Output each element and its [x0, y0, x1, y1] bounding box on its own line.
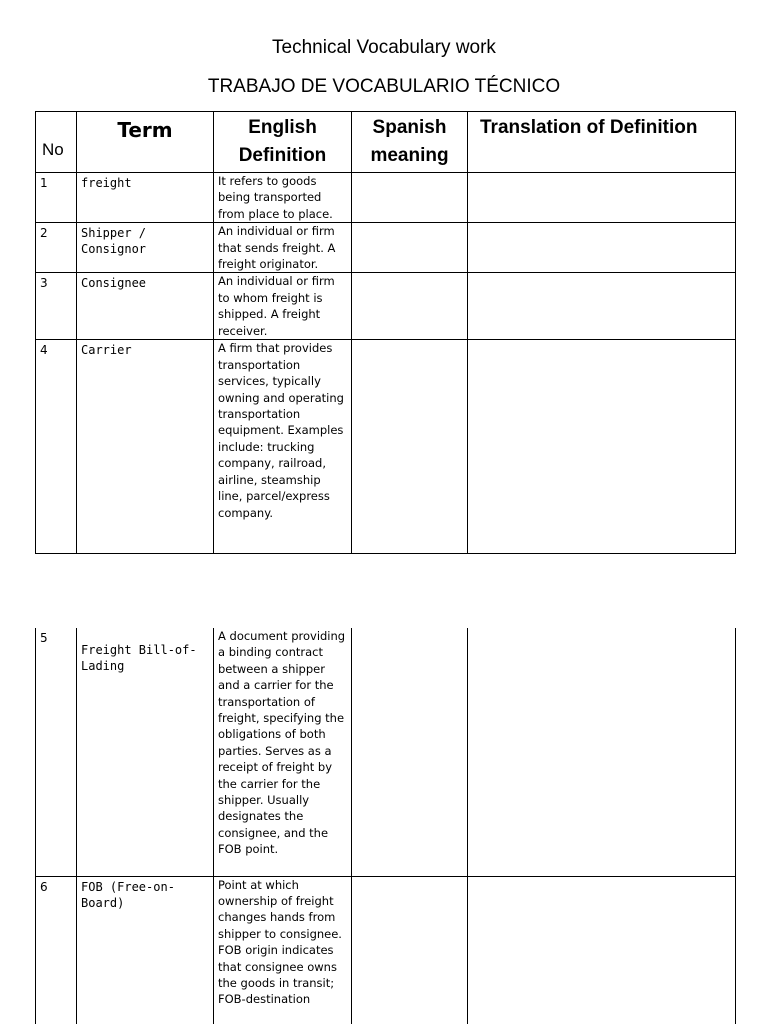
row-spanish-cell[interactable]	[352, 273, 468, 340]
row-term: FOB (Free-on-Board)	[77, 876, 214, 1024]
row-number: 6	[36, 876, 77, 1024]
header-spanish-line1: Spanish	[372, 117, 447, 138]
row-translation-cell[interactable]	[468, 628, 736, 876]
header-spanish-line2: meaning	[370, 145, 449, 166]
table-row	[36, 340, 736, 554]
table-header-row	[36, 112, 736, 173]
header-english-definition	[214, 112, 352, 173]
row-translation-cell[interactable]	[468, 340, 736, 554]
row-term: freight	[77, 173, 214, 223]
row-number: 5	[36, 628, 77, 876]
row-translation-cell[interactable]	[468, 223, 736, 273]
row-definition: It refers to goods being transported from place to place.	[214, 173, 352, 223]
table-row	[36, 628, 736, 876]
row-spanish-cell[interactable]	[352, 223, 468, 273]
row-spanish-cell[interactable]	[352, 340, 468, 554]
table-row	[36, 223, 736, 273]
row-definition: An individual or firm that sends freight. A freight originator.	[214, 223, 352, 273]
row-number: 4	[36, 340, 77, 554]
row-spanish-cell[interactable]	[352, 876, 468, 1024]
row-definition: Point at which ownership of freight changes hands from shipper to consignee. FOB origin indicates that consignee owns the goods in transit; FOB-destination	[214, 876, 352, 1024]
row-term: Carrier	[77, 340, 214, 554]
table-row	[36, 173, 736, 223]
row-term: Consignee	[77, 273, 214, 340]
header-translation: Translation of Definition	[468, 112, 736, 173]
row-translation-cell[interactable]	[468, 273, 736, 340]
header-english-line1: English	[248, 117, 317, 138]
row-number: 2	[36, 223, 77, 273]
header-spanish-meaning	[352, 112, 468, 173]
vocabulary-table-page-1	[35, 111, 736, 554]
row-definition: A document providing a binding contract between a shipper and a carrier for the transportation of freight, specifying the obligations of both parties. Serves as a receipt of freight by the carrier for the shipper. Usually designates the consignee, and the FOB point.	[214, 628, 352, 876]
header-term: Term	[77, 112, 214, 173]
row-translation-cell[interactable]	[468, 173, 736, 223]
row-translation-cell[interactable]	[468, 876, 736, 1024]
row-spanish-cell[interactable]	[352, 173, 468, 223]
row-number: 1	[36, 173, 77, 223]
vocabulary-table-page-2	[35, 628, 736, 1024]
header-no: No	[36, 112, 77, 173]
table-row	[36, 273, 736, 340]
row-number: 3	[36, 273, 77, 340]
header-english-line2: Definition	[238, 145, 327, 166]
table-row	[36, 876, 736, 1024]
title-spanish: TRABAJO DE VOCABULARIO TÉCNICO	[207, 76, 561, 97]
title-english: Technical Vocabulary work	[272, 37, 496, 58]
row-definition: A firm that provides transportation services, typically owning and operating transportation equipment. Examples include: trucking company, railroad, airline, steamship line, parcel/express company.	[214, 340, 352, 554]
row-definition: An individual or firm to whom freight is shipped. A freight receiver.	[214, 273, 352, 340]
row-spanish-cell[interactable]	[352, 628, 468, 876]
row-term: Freight Bill-of-Lading	[77, 628, 214, 876]
row-term: Shipper / Consignor	[77, 223, 214, 273]
